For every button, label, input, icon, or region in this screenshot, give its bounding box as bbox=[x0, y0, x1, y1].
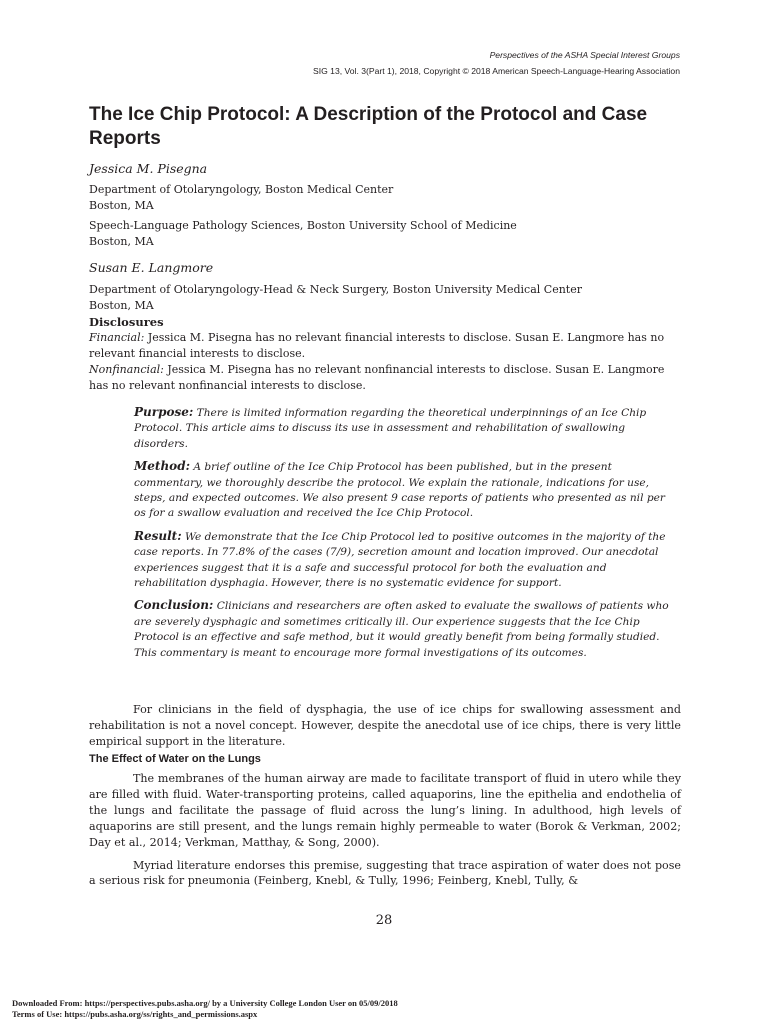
financial-text: Jessica M. Pisegna has no relevant financial interests to disclose. Susan E. Langmore has no relevant financial interests to disclose. bbox=[89, 331, 665, 360]
conclusion-label: Conclusion: bbox=[134, 598, 214, 613]
journal-name: Perspectives of the ASHA Special Interest Groups bbox=[489, 50, 680, 60]
disclosures-section bbox=[89, 314, 679, 394]
nonfinancial-label: Nonfinancial: bbox=[89, 363, 164, 376]
result-label: Result: bbox=[134, 528, 182, 543]
purpose-text: There is limited information regarding the theoretical underpinnings of an Ice Chip Protocol. This article aims to discuss its use in assessment and rehabilitation of swallowing disorders. bbox=[134, 407, 647, 450]
section-body bbox=[89, 771, 681, 889]
financial-disclosure bbox=[89, 330, 679, 362]
download-footer bbox=[12, 998, 398, 1020]
abstract-conclusion bbox=[134, 598, 679, 661]
method-label: Method: bbox=[134, 459, 191, 474]
affiliation-location: Boston, MA bbox=[89, 298, 154, 312]
affiliation-location: Boston, MA bbox=[89, 198, 154, 212]
abstract bbox=[134, 405, 679, 668]
disclosures-heading: Disclosures bbox=[89, 315, 164, 329]
terms-of-use: Terms of Use: https://pubs.asha.org/ss/rights_and_permissions.aspx bbox=[12, 1009, 258, 1019]
abstract-result bbox=[134, 529, 679, 592]
intro-paragraph: For clinicians in the field of dysphagia, the use of ice chips for swallowing assessment and rehabilitation is not a novel concept. However, despite the anecdotal use of ice chips, there is very little empirical support in the literature. bbox=[89, 703, 681, 748]
author-name: Susan E. Langmore bbox=[89, 260, 214, 275]
conclusion-text: Clinicians and researchers are often asked to evaluate the swallows of patients who are severely dysphagic and sometimes critically ill. Our experience suggests that the Ice Chip Protocol is an effective and safe method, but it would greatly benefit from being formally studied. This commentary is meant to encourage more formal investigations of its outcomes. bbox=[134, 600, 669, 659]
section-heading: The Effect of Water on the Lungs bbox=[89, 753, 261, 765]
abstract-purpose bbox=[134, 405, 679, 452]
citation-line: SIG 13, Vol. 3(Part 1), 2018, Copyright © 2018 American Speech-Language-Hearing Association bbox=[312, 66, 680, 76]
affiliation-department: Speech-Language Pathology Sciences, Boston University School of Medicine bbox=[89, 219, 517, 232]
affiliation-location: Boston, MA bbox=[89, 234, 154, 248]
abstract-method bbox=[134, 459, 679, 522]
body-paragraph: The membranes of the human airway are made to facilitate transport of fluid in utero while they are filled with fluid. Water-transporting proteins, called aquaporins, line the epithelia and endothelia of the lungs and facilitate the passage of fluid across the lung’s lining. In adulthood, high levels of aquaporins are still present, and the lungs remain highly permeable to water (Borok & Verkman, 2002; Day et al., 2014; Verkman, Matthay, & Song, 2000). bbox=[89, 772, 681, 849]
running-header bbox=[313, 47, 680, 79]
purpose-label: Purpose: bbox=[134, 405, 194, 419]
nonfinancial-disclosure bbox=[89, 362, 679, 394]
author-affiliation bbox=[89, 282, 679, 313]
article-title: The Ice Chip Protocol: A Description of the Protocol and Case Reports bbox=[89, 104, 648, 149]
financial-label: Financial: bbox=[89, 331, 145, 344]
affiliation-department: Department of Otolaryngology-Head & Neck Surgery, Boston University Medical Center bbox=[89, 283, 582, 296]
page-number: 28 bbox=[375, 913, 393, 928]
nonfinancial-text: Jessica M. Pisegna has no relevant nonfinancial interests to disclose. Susan E. Langmore has no relevant nonfinancial interests to disclose. bbox=[89, 363, 665, 392]
author-affiliation bbox=[89, 182, 679, 213]
author-affiliation bbox=[89, 218, 679, 249]
download-info: Downloaded From: https://perspectives.pubs.asha.org/ by a University College London User on 05/09/2018 bbox=[12, 998, 398, 1008]
intro-paragraph-block bbox=[89, 702, 681, 750]
body-paragraph: Myriad literature endorses this premise, suggesting that trace aspiration of water does not pose a serious risk for pneumonia (Feinberg, Knebl, & Tully, 1996; Feinberg, Knebl, Tully, & bbox=[89, 858, 681, 888]
author-name: Jessica M. Pisegna bbox=[89, 161, 208, 176]
affiliation-department: Department of Otolaryngology, Boston Medical Center bbox=[89, 183, 394, 196]
method-text: A brief outline of the Ice Chip Protocol has been published, but in the present commentary, we thoroughly describe the protocol. We explain the rationale, indications for use, steps, and expected outcomes. We also present 9 case reports of patients who presented as nil per os for a swallow evaluation and received the Ice Chip Protocol. bbox=[134, 461, 665, 520]
result-text: We demonstrate that the Ice Chip Protocol led to positive outcomes in the majority of the case reports. In 77.8% of the cases (7/9), secretion amount and location improved. Our anecdotal experiences suggest that it is a safe and successful protocol for both the evaluation and rehabilitation dysphagia. However, there is no systematic evidence for support. bbox=[134, 530, 666, 590]
